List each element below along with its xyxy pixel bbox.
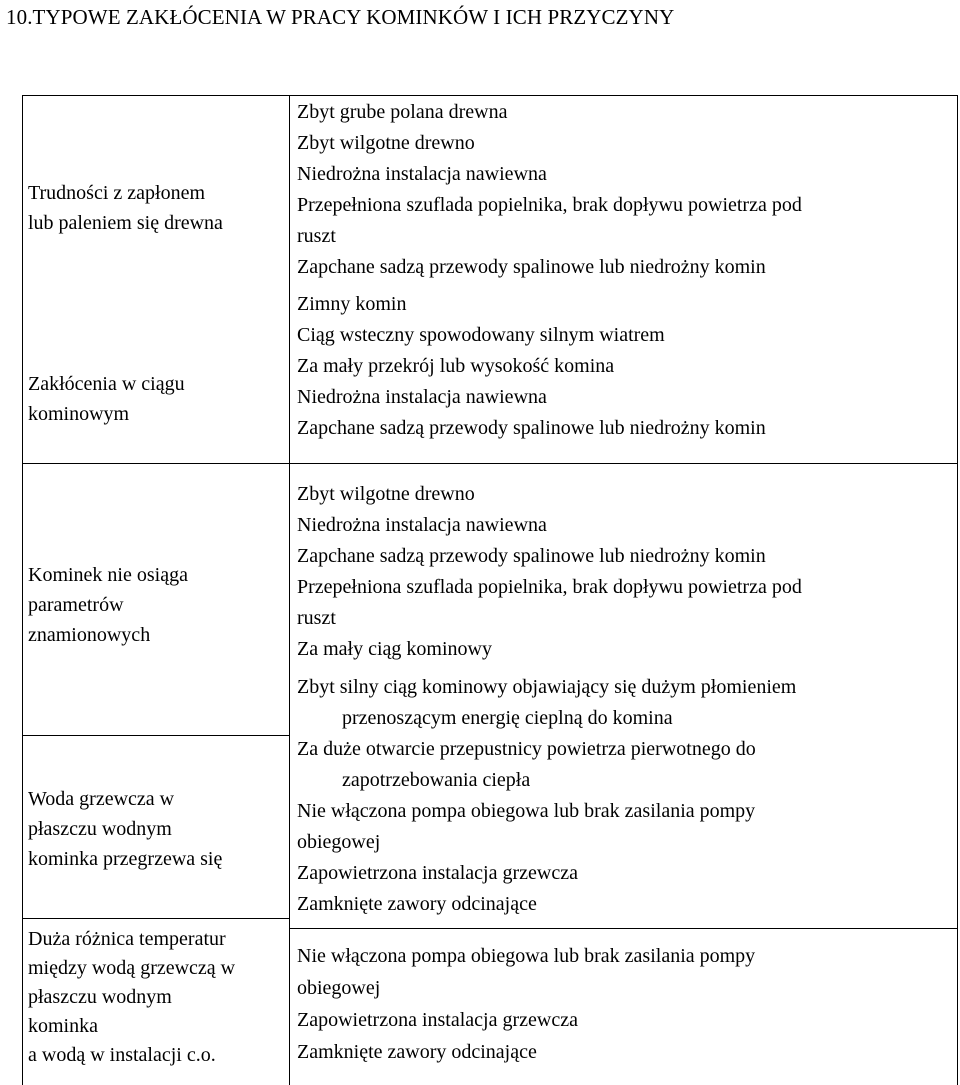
row-separator <box>22 463 958 464</box>
cause-item: Zbyt silny ciąg kominowy objawiający się dużym płomieniem <box>297 676 797 698</box>
problem-cell: Kominek nie osiąga parametrów znamionowych <box>28 564 188 646</box>
cause-item: Zamknięte zawory odcinające <box>297 1041 537 1063</box>
cause-item: Niedrożna instalacja nawiewna <box>297 514 547 536</box>
causes-cell <box>297 97 957 283</box>
causes-cell <box>297 672 957 920</box>
cause-item: Zapchane sadzą przewody spalinowe lub niedrożny komin <box>297 545 766 567</box>
row-separator-left <box>22 735 289 736</box>
cause-item: Zapchane sadzą przewody spalinowe lub niedrożny komin <box>297 417 766 439</box>
causes-cell <box>297 940 957 1068</box>
cause-item: Przepełniona szuflada popielnika, brak dopływu powietrza pod ruszt <box>297 194 802 247</box>
cause-item: Zapowietrzona instalacja grzewcza <box>297 1009 578 1031</box>
cause-item: Zapowietrzona instalacja grzewcza <box>297 862 578 884</box>
page-title: 10.TYPOWE ZAKŁÓCENIA W PRACY KOMINKÓW I ICH PRZYCZYNY <box>6 5 675 29</box>
cause-item: Zamknięte zawory odcinające <box>297 893 537 915</box>
row-separator-right <box>289 928 958 929</box>
cause-item: Niedrożna instalacja nawiewna <box>297 163 547 185</box>
cause-item: Za duże otwarcie przepustnicy powietrza pierwotnego do <box>297 738 756 760</box>
cause-item-continuation: zapotrzebowania ciepła <box>342 769 531 791</box>
cause-item: Nie włączona pompa obiegowa lub brak zasilania pompy obiegowej <box>297 945 756 999</box>
problem-cell: Duża różnica temperatur między wodą grzewczą w płaszczu wodnym kominka a wodą w instalacji c.o. <box>28 928 236 1066</box>
cause-item: Za mały przekrój lub wysokość komina <box>297 355 615 377</box>
cause-item: Zimny komin <box>297 293 407 315</box>
cause-item: Niedrożna instalacja nawiewna <box>297 386 547 408</box>
problem-cell: Woda grzewcza w płaszczu wodnym kominka przegrzewa się <box>28 788 223 870</box>
cause-item: Zapchane sadzą przewody spalinowe lub niedrożny komin <box>297 256 766 278</box>
cause-item: Nie włączona pompa obiegowa lub brak zasilania pompy obiegowej <box>297 800 756 853</box>
cause-item: Zbyt wilgotne drewno <box>297 132 475 154</box>
problem-cell: Zakłócenia w ciągu kominowym <box>28 373 185 425</box>
row-separator-left <box>22 918 289 919</box>
cause-item: Zbyt grube polana drewna <box>297 101 508 123</box>
problem-cell: Trudności z zapłonem lub paleniem się drewna <box>28 182 223 234</box>
cause-item-continuation: przenoszącym energię cieplną do komina <box>342 707 673 729</box>
causes-cell <box>297 289 957 444</box>
cause-item: Zbyt wilgotne drewno <box>297 483 475 505</box>
cause-item: Za mały ciąg kominowy <box>297 638 492 660</box>
cause-item: Ciąg wsteczny spowodowany silnym wiatrem <box>297 324 665 346</box>
causes-cell <box>297 479 957 665</box>
cause-item: Przepełniona szuflada popielnika, brak dopływu powietrza pod ruszt <box>297 576 802 629</box>
column-divider <box>289 95 290 1085</box>
